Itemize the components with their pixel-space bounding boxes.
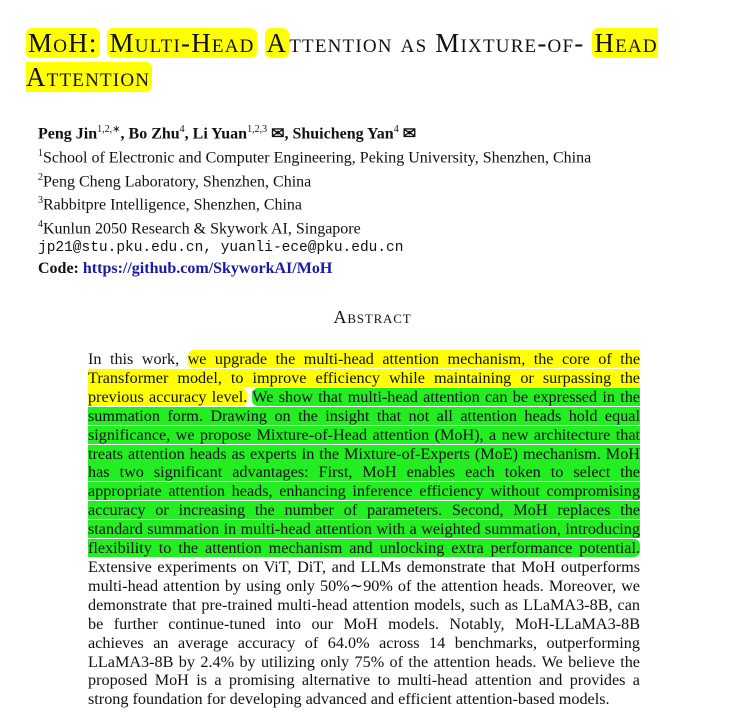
author-name: Li Yuan bbox=[192, 125, 248, 143]
title-word-head-attention: Head Attention bbox=[26, 28, 658, 92]
code-label: Code: bbox=[38, 259, 79, 277]
affiliation-sup: 1 bbox=[38, 147, 43, 159]
affiliation bbox=[38, 144, 591, 168]
affiliation-sup: 3 bbox=[38, 195, 43, 207]
affiliation bbox=[38, 215, 591, 239]
affiliation-text: School of Electronic and Computer Engineering, Peking University, Shenzhen, China bbox=[43, 149, 592, 167]
author-name: Bo Zhu bbox=[128, 125, 180, 143]
title-rest: ttention as Mixture-of- bbox=[289, 28, 585, 58]
affiliation-sup: 2 bbox=[38, 171, 43, 183]
author-sup: 1,2,3 bbox=[247, 124, 268, 135]
code-line bbox=[38, 259, 591, 279]
author-sup: 4 bbox=[179, 124, 185, 135]
author-name: Peng Jin bbox=[38, 125, 98, 143]
affiliation-text: Rabbitpre Intelligence, Shenzhen, China bbox=[43, 196, 303, 214]
title-word-moh: MoH: bbox=[28, 28, 98, 58]
title-letter-a: A bbox=[266, 28, 288, 58]
author-list: Peng Jin$^{1,2,∗}$, Bo Zhu$^4$, Li Yuan$^{1,2,3}$ ✉, Shuicheng Yan$^4$ ✉ bbox=[38, 124, 417, 143]
affiliation-text: Peng Cheng Laboratory, Shenzhen, China bbox=[43, 172, 312, 190]
author-sup: 4 bbox=[393, 124, 399, 135]
title-word-multihead: Multi-Head bbox=[109, 28, 255, 58]
abstract-intro: In this work, bbox=[88, 350, 188, 368]
abstract-rest: Extensive experiments on ViT, DiT, and LLMs demonstrate that MoH outperforms multi-head attention by using only 50%∼90% of the attention heads. Moreover, we demonstrate that pre-trained multi-head attention models, such as LLaMA3-8B, can be further continue-tuned into our MoH models. Notably, MoH-LLaMA3-8B achieves an average accuracy of 64.0% across 14 benchmarks, outperforming LLaMA3-8B by 2.4% by utilizing only 75% of the attention heads. We believe the proposed MoH is a promising alternative to multi-head attention and provides a strong foundation for developing advanced and efficient attention-based models. bbox=[88, 557, 640, 709]
paper-title bbox=[26, 26, 726, 94]
author-emails: jp21@stu.pku.edu.cn, yuanli-ece@pku.edu.cn bbox=[38, 240, 404, 257]
affiliation-sup: 4 bbox=[38, 219, 43, 231]
abstract-highlight-green: We show that multi-head attention can be expressed in the summation form. Drawing on the insight that not all attention heads hold equal significance, we propose Mixture-of-Head attention (MoH), a new architecture that treats attention heads as experts in the Mixture-of-Experts (MoE) mechanism. MoH has two significant advantages: First, MoH enables each token to select the appropriate attention heads, enhancing inference efficiency without compromising accuracy or increasing the number of parameters. Second, MoH replaces the standard summation in multi-head attention with a weighted summation, introducing flexibility to the attention mechanism and unlocking extra performance potential. bbox=[88, 387, 640, 558]
code-url-link[interactable]: https://github.com/SkyworkAI/MoH bbox=[82, 259, 333, 277]
author-sup: 1,2,∗ bbox=[97, 124, 121, 135]
abstract-heading: Abstract bbox=[333, 307, 412, 327]
abstract-body bbox=[88, 350, 640, 709]
mail-icon: ✉ bbox=[271, 125, 285, 143]
affiliation-text: Kunlun 2050 Research & Skywork AI, Singapore bbox=[43, 220, 361, 238]
mail-icon: ✉ bbox=[402, 125, 417, 143]
abstract-highlight-yellow: we upgrade the multi-head attention mechanism, the core of the Transformer model, to improve efficiency while maintaining or surpassing the previous accuracy level. bbox=[88, 350, 640, 406]
authors-block bbox=[38, 120, 591, 278]
affiliation bbox=[38, 168, 591, 192]
author-name: Shuicheng Yan bbox=[292, 125, 394, 143]
affiliation bbox=[38, 191, 591, 215]
